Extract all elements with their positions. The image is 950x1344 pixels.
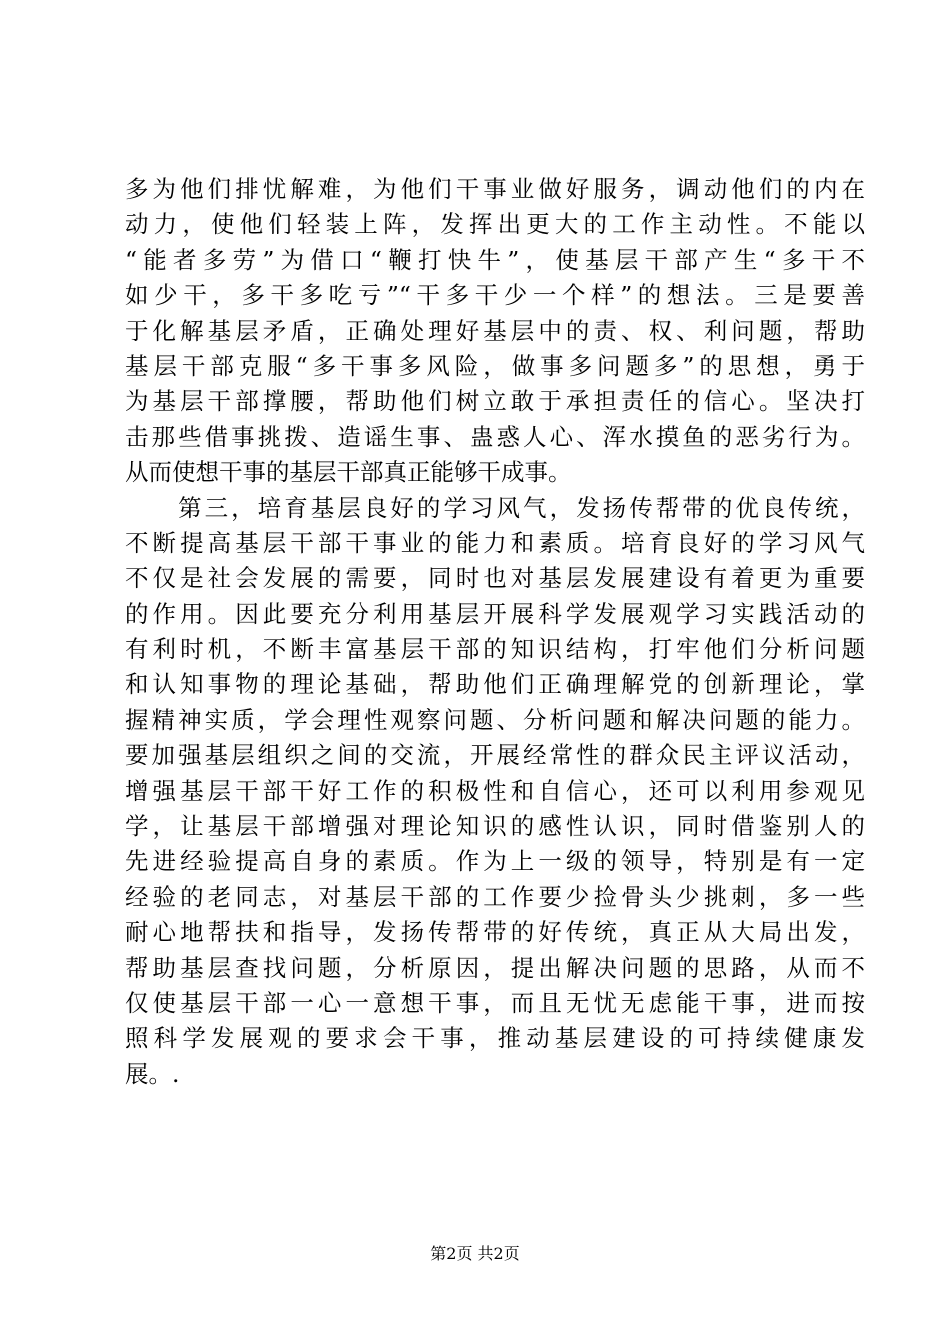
body-text (125, 172, 865, 1092)
paragraph-start-line: 第三，培育基层良好的学习风气，发扬传帮带的优良传统， (125, 493, 865, 522)
text-line: 于化解基层矛盾，正确处理好基层中的责、权、利问题，帮助 (125, 316, 865, 345)
text-line: “能者多劳”为借口“鞭打快牛”，使基层干部产生“多干不 (125, 245, 865, 274)
text-line: 帮助基层查找问题，分析原因，提出解决问题的思路，从而不 (125, 953, 865, 982)
text-line: 先进经验提高自身的素质。作为上一级的领导，特别是有一定 (125, 847, 865, 876)
text-line: 为基层干部撑腰，帮助他们树立敢于承担责任的信心。坚决打 (125, 387, 865, 416)
text-line: 学，让基层干部增强对理论知识的感性认识，同时借鉴别人的 (125, 812, 865, 841)
text-line: 增强基层干部干好工作的积极性和自信心，还可以利用参观见 (125, 776, 865, 805)
text-line: 握精神实质，学会理性观察问题、分析问题和解决问题的能力。 (125, 705, 865, 734)
page-footer (0, 1244, 950, 1264)
text-line: 经验的老同志，对基层干部的工作要少捡骨头少挑刺，多一些 (125, 882, 865, 911)
paragraph-end-line: 展。. (125, 1059, 180, 1088)
text-line: 击那些借事挑拨、造谣生事、蛊惑人心、浑水摸鱼的恶劣行为。 (125, 422, 865, 451)
text-line: 的作用。因此要充分利用基层开展科学发展观学习实践活动的 (125, 599, 865, 628)
text-line: 如少干，多干多吃亏”“干多干少一个样”的想法。三是要善 (125, 281, 865, 310)
text-line: 和认知事物的理论基础，帮助他们正确理解党的创新理论，掌 (125, 670, 865, 699)
text-line: 不仅是社会发展的需要，同时也对基层发展建设有着更为重要 (125, 564, 865, 593)
text-line: 基层干部克服“多干事多风险，做事多问题多”的思想，勇于 (125, 351, 865, 380)
text-line: 多为他们排忧解难，为他们干事业做好服务，调动他们的内在 (125, 175, 865, 203)
text-line: 耐心地帮扶和指导，发扬传帮带的好传统，真正从大局出发， (125, 918, 865, 947)
text-line: 有利时机，不断丰富基层干部的知识结构，打牢他们分析问题 (125, 635, 865, 664)
page-number: 第2页 共2页 (430, 1244, 520, 1263)
text-line: 仅使基层干部一心一意想干事，而且无忧无虑能干事，进而按 (125, 988, 865, 1017)
text-line: 要加强基层组织之间的交流，开展经常性的群众民主评议活动， (125, 741, 865, 770)
paragraph-end-line: 从而使想干事的基层干部真正能够干成事。 (125, 458, 572, 487)
text-line: 动力，使他们轻装上阵，发挥出更大的工作主动性。不能以 (125, 210, 865, 239)
text-line: 不断提高基层干部干事业的能力和素质。培育良好的学习风气 (125, 528, 865, 557)
text-line: 照科学发展观的要求会干事，推动基层建设的可持续健康发 (125, 1024, 865, 1053)
